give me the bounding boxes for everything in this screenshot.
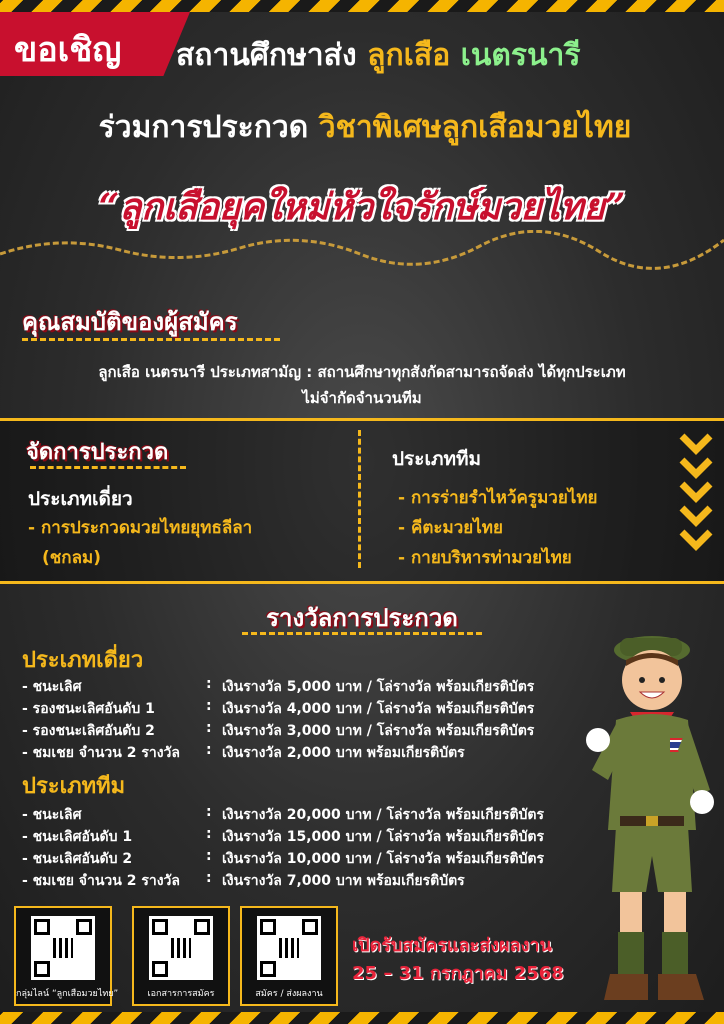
prizes-title: รางวัลการประกวด: [266, 604, 458, 632]
qualifications-line-1: ลูกเสือ เนตรนารี ประเภทสามัญ : สถานศึกษาทุกสังกัดสามารถจัดส่ง ได้ทุกประเภท: [98, 363, 626, 381]
registration-dates: 25 – 31 กรกฎาคม 2568: [352, 963, 564, 984]
prizes-team-title: ประเภททีม: [22, 774, 126, 799]
prize-row: [22, 826, 544, 848]
single-category-item: - การประกวดมวยไทยยุทธลีลา: [28, 518, 253, 538]
prize-colon: :: [206, 804, 212, 820]
header-scout: ลูกเสือ: [367, 38, 451, 73]
prize-colon: :: [206, 826, 212, 842]
prize-value: เงินรางวัล 20,000 บาท / โล่รางวัล พร้อมเกียรติบัตร: [222, 807, 545, 823]
prizes-single-title: ประเภทเดี่ยว: [22, 648, 144, 673]
competition-underline: [30, 466, 186, 469]
invite-label: ขอเชิญ: [14, 30, 122, 70]
prize-row: [22, 870, 465, 892]
prize-colon: :: [206, 848, 212, 864]
prize-value: เงินรางวัล 10,000 บาท / โล่รางวัล พร้อมเกียรติบัตร: [222, 851, 545, 867]
prize-colon: :: [206, 870, 212, 886]
prize-label: - ชนะเลิศอันดับ 1: [22, 829, 133, 845]
prize-value: เงินรางวัล 15,000 บาท / โล่รางวัล พร้อมเกียรติบัตร: [222, 829, 545, 845]
qr-caption: สมัคร / ส่งผลงาน: [255, 989, 323, 999]
single-category-title: ประเภทเดี่ยว: [28, 488, 133, 510]
qualifications-underline: [22, 338, 280, 341]
prize-row: [22, 848, 544, 870]
header-line-1-text: สถานศึกษาส่ง: [176, 38, 357, 73]
prize-label: - ชมเชย จำนวน 2 รางวัล: [22, 745, 180, 761]
prize-value: เงินรางวัล 7,000 บาท พร้อมเกียรติบัตร: [222, 873, 465, 889]
prize-label: - ชมเชย จำนวน 2 รางวัล: [22, 873, 180, 889]
team-category-item: - กายบริหารท่ามวยไทย: [398, 548, 572, 568]
prize-value: เงินรางวัล 2,000 บาท พร้อมเกียรติบัตร: [222, 745, 465, 761]
slogan: “ลูกเสือยุคใหม่หัวใจรักษ์มวยไทย”: [98, 186, 626, 228]
qr-application-docs-box[interactable]: [132, 906, 230, 1006]
prize-colon: :: [206, 720, 212, 736]
header-line-2-text: ร่วมการประกวด: [98, 110, 309, 145]
prize-row: [22, 742, 465, 764]
prize-label: - ชนะเลิศ: [22, 679, 82, 695]
qualifications-title: คุณสมบัติของผู้สมัคร: [22, 308, 238, 336]
prize-colon: :: [206, 742, 212, 758]
header-line-2-highlight: วิชาพิเศษลูกเสือมวยไทย: [318, 110, 632, 145]
prize-colon: :: [206, 698, 212, 714]
single-category-item-note: (ชกลม): [42, 548, 101, 568]
header-line-2: [20, 104, 710, 151]
prize-row: [22, 676, 534, 698]
prize-label: - ชนะเลิศอันดับ 2: [22, 851, 133, 867]
qualifications-line-2: ไม่จำกัดจำนวนทีม: [302, 389, 422, 407]
team-category-item: - การร่ายรำไหว้ครูมวยไทย: [398, 488, 598, 508]
registration-open-text: เปิดรับสมัครและส่งผลงาน: [352, 935, 552, 956]
prize-colon: :: [206, 676, 212, 692]
prizes-underline: [242, 632, 482, 635]
prize-value: เงินรางวัล 5,000 บาท / โล่รางวัล พร้อมเกียรติบัตร: [222, 679, 535, 695]
prize-label: - รองชนะเลิศอันดับ 2: [22, 723, 155, 739]
competition-title: จัดการประกวด: [26, 440, 169, 465]
bottom-hazard-stripe: [0, 1012, 724, 1024]
header-guide: เนตรนารี: [460, 38, 581, 73]
decorative-rope: [0, 230, 724, 270]
qr-code[interactable]: [257, 916, 321, 980]
top-hazard-stripe: [0, 0, 724, 12]
prize-value: เงินรางวัล 4,000 บาท / โล่รางวัล พร้อมเกียรติบัตร: [222, 701, 535, 717]
prize-label: - รองชนะเลิศอันดับ 1: [22, 701, 155, 717]
prize-label: - ชนะเลิศ: [22, 807, 82, 823]
qr-caption: กลุ่มไลน์ “ลูกเสือมวยไทย”: [16, 989, 119, 999]
team-category-item: - คีตะมวยไทย: [398, 518, 503, 538]
prize-row: [22, 720, 534, 742]
qr-code[interactable]: [31, 916, 95, 980]
header-line-1: [176, 32, 581, 79]
prize-row: [22, 804, 544, 826]
competition-divider: [358, 430, 361, 568]
prize-value: เงินรางวัล 3,000 บาท / โล่รางวัล พร้อมเกียรติบัตร: [222, 723, 535, 739]
qr-line-group-box[interactable]: [14, 906, 119, 1006]
qr-code[interactable]: [149, 916, 213, 980]
qr-caption: เอกสารการสมัคร: [147, 989, 215, 999]
prize-row: [22, 698, 534, 720]
qr-submit-box[interactable]: [240, 906, 338, 1006]
chevron-down-icon: [676, 432, 716, 564]
scout-mascot-illustration: [586, 620, 722, 1016]
team-category-title: ประเภททีม: [392, 448, 482, 470]
